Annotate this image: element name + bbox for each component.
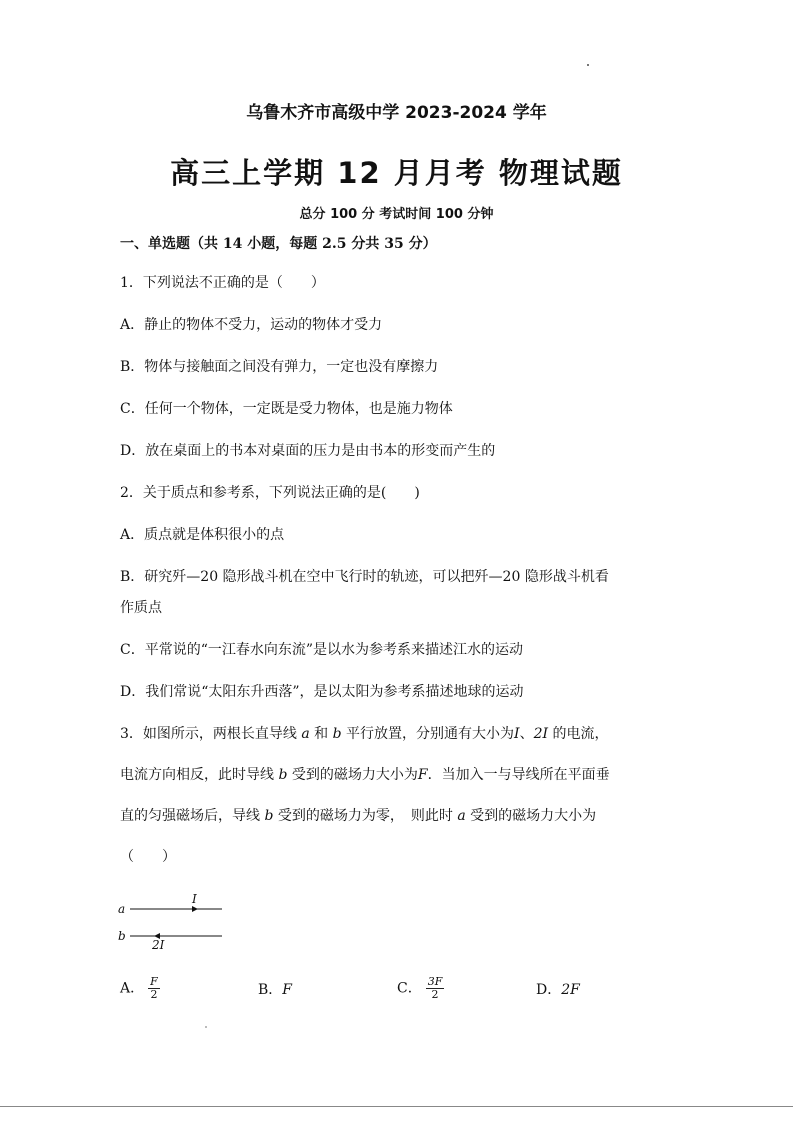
wire-a-label: a <box>118 902 126 916</box>
q2-option-b-line1: B．研究歼—20 隐形战斗机在空中飞行时的轨迹，可以把歼—20 隐形战斗机看 <box>120 569 609 585</box>
var-a: a <box>301 726 310 742</box>
q3-option-d: D．2F <box>536 982 580 998</box>
var-I: I <box>514 726 520 742</box>
wire-a-arrow <box>192 906 198 912</box>
exam-subtitle: 总分 100 分 考试时间 100 分钟 <box>299 207 494 222</box>
q3-stem-line3: 直的匀强磁场后，导线 b 受到的磁场力为零， 则此时 a 受到的磁场力大小为 <box>120 808 597 824</box>
q1-option-b: B．物体与接触面之间没有弹力，一定也没有摩擦力 <box>120 359 439 375</box>
wire-a-current: I <box>192 892 197 906</box>
var-F: F <box>417 767 428 783</box>
var-b: b <box>278 767 288 783</box>
page-bottom-rule <box>0 1106 793 1107</box>
q1-option-c: C．任何一个物体，一定既是受力物体，也是施力物体 <box>120 401 453 417</box>
q3-stem-line4: （ ） <box>120 849 176 865</box>
school-year-line: 乌鲁木齐市高级中学 2023-2024 学年 <box>246 103 547 123</box>
q2-stem: 2．关于质点和参考系，下列说法正确的是( ) <box>120 485 420 501</box>
q1-option-d: D．放在桌面上的书本对桌面的压力是由书本的形变而产生的 <box>120 443 496 459</box>
q3-stem-line2: 电流方向相反，此时导线 b 受到的磁场力大小为F．当加入一与导线所在平面垂 <box>120 767 610 783</box>
q2-option-c: C．平常说的“一江春水向东流”是以水为参考系来描述江水的运动 <box>120 642 524 658</box>
wire-b-label: b <box>118 929 126 943</box>
fraction-F-over-2: $\frac{F}{2}$ <box>150 975 158 1001</box>
var-2I: 2I <box>533 726 549 742</box>
q1-stem: 1．下列说法不正确的是（ ） <box>120 275 325 291</box>
q2-option-a: A．质点就是体积很小的点 <box>120 527 285 543</box>
q3-option-b: B．F <box>258 982 293 998</box>
scan-dot <box>205 1026 207 1028</box>
q2-option-d: D．我们常说“太阳东升西落”，是以太阳为参考系描述地球的运动 <box>120 684 524 700</box>
var-b: b <box>332 726 342 742</box>
wire-b-current: 2I <box>152 938 165 952</box>
fraction-3F-over-2: $\frac{3F}{2}$ <box>427 975 443 1001</box>
q3-wire-figure <box>112 892 232 952</box>
q3-option-c: C． $\frac{3F}{2}$ <box>397 975 443 1001</box>
exam-title: 高三上学期 12 月月考 物理试题 <box>170 156 623 190</box>
q3-stem-line1: 3．如图所示，两根长直导线 a 和 b 平行放置，分别通有大小为I、2I 的电流， <box>120 726 609 742</box>
q3-option-a: A． $\frac{F}{2}$ <box>120 975 158 1001</box>
q1-option-a: A．静止的物体不受力，运动的物体才受力 <box>120 317 383 333</box>
q2-option-b-line2: 作质点 <box>120 600 162 616</box>
section-heading: 一、单选题（共 14 小题，每题 2.5 分共 35 分） <box>120 236 437 252</box>
scan-dot <box>587 64 589 66</box>
var-a: a <box>457 808 466 824</box>
var-b: b <box>264 808 274 824</box>
